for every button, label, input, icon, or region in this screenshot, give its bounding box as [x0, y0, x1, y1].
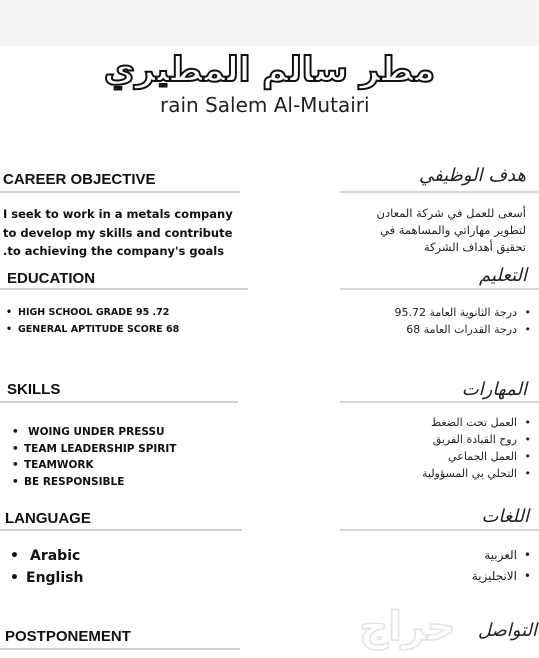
career-objective-line: I seek to work in a metals company: [3, 207, 233, 221]
postponement-rule: [0, 648, 240, 650]
education-heading: EDUCATION: [7, 270, 96, 287]
career-objective-heading-ar: هدف الوظيفي: [419, 165, 526, 186]
career-objective-line-ar: تحقيق أهداف الشركة: [423, 240, 526, 254]
list-item: • العمل تحت الضغط: [422, 414, 531, 431]
education-rule: [0, 288, 248, 290]
career-objective-line-ar: لتطوير مهاراتي والمساهمة في: [380, 223, 526, 237]
name-arabic: مطر سالم المطيري: [103, 50, 436, 90]
skills-heading-ar: المهارات: [461, 379, 527, 400]
postponement-heading: POSTPONEMENT: [5, 628, 131, 645]
language-list-ar: [472, 545, 531, 587]
language-heading-ar: اللغات: [481, 506, 529, 527]
skills-list: [10, 424, 176, 490]
list-item: • English: [8, 567, 83, 589]
list-item: • العمل الجماعي: [422, 448, 531, 465]
list-item: • HIGH SCHOOL GRADE 95 .72: [4, 304, 179, 321]
education-list: [4, 304, 179, 338]
education-rule-ar: [340, 288, 539, 290]
language-list: [8, 545, 83, 589]
language-heading: LANGUAGE: [5, 510, 91, 527]
skills-heading: SKILLS: [7, 381, 61, 398]
postponement-heading-ar: التواصل: [477, 620, 537, 641]
list-item: • التحلي بي المسؤولية: [422, 465, 531, 482]
list-item: • Arabic: [8, 545, 83, 567]
career-objective-text-ar: [356, 205, 526, 256]
career-objective-text: [3, 205, 253, 261]
career-objective-rule-ar: [340, 191, 539, 193]
career-objective-rule: [0, 191, 240, 193]
top-band: [0, 0, 539, 46]
career-objective-heading: CAREER OBJECTIVE: [3, 171, 156, 188]
list-item: • BE RESPONSIBLE: [10, 474, 176, 491]
haraj-watermark: حراج: [359, 604, 456, 650]
career-objective-line: .to achieving the company's goals: [3, 244, 225, 258]
education-heading-ar: التعليم: [479, 265, 527, 286]
language-rule: [0, 529, 242, 531]
education-list-ar: [394, 304, 531, 338]
list-item: • GENERAL APTITUDE SCORE 68: [4, 321, 179, 338]
list-item: • TEAMWORK: [10, 457, 176, 474]
list-item: • روح القيادة الفريق: [422, 431, 531, 448]
list-item: • TEAM LEADERSHIP SPIRIT: [10, 441, 176, 458]
career-objective-line: to develop my skills and contribute: [3, 225, 233, 240]
list-item: • درجة القدرات العامة 68: [394, 321, 531, 338]
career-objective-line-ar: أسعى للعمل في شركة المعادن: [376, 206, 526, 220]
list-item: • الانجليزية: [472, 566, 531, 587]
list-item: • العربية: [472, 545, 531, 566]
list-item: • WOING UNDER PRESSU: [10, 424, 176, 441]
list-item: • درجة الثانوية العامة 95.72: [394, 304, 531, 321]
name-english: rain Salem Al-Mutairi: [160, 93, 370, 117]
skills-rule: [0, 401, 238, 403]
skills-list-ar: [422, 414, 531, 482]
language-rule-ar: [340, 529, 539, 531]
skills-rule-ar: [340, 401, 539, 403]
